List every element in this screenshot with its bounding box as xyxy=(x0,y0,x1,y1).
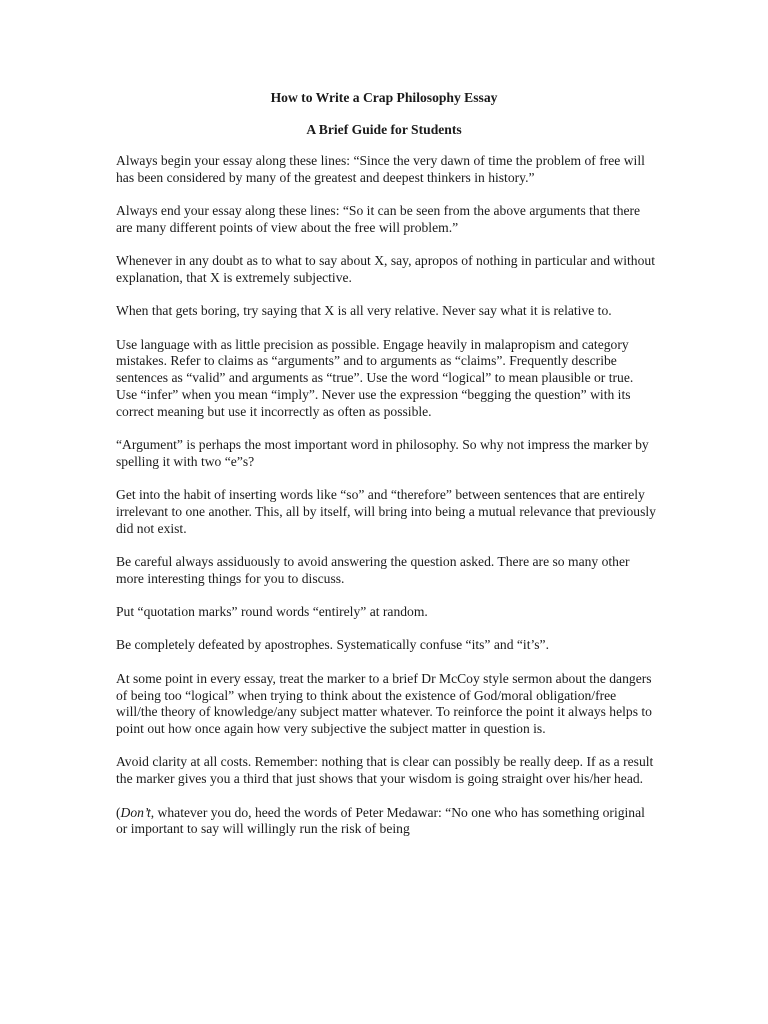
paragraph: Avoid clarity at all costs. Remember: nothing that is clear can possibly be really deep. If as a result the marker gives you a third that just shows that your wisdom is going straight over his/her head. xyxy=(116,754,654,787)
paragraph: Whenever in any doubt as to what to say about X, say, apropos of nothing in particular and without explanation, that X is extremely subjective. xyxy=(116,253,655,285)
paragraph: When that gets boring, try saying that X is all very relative. Never say what it is relative to. xyxy=(116,303,612,319)
paragraph: Always end your essay along these lines: “So it can be seen from the above arguments that there are many different points of view about the free will problem.” xyxy=(116,203,641,235)
final-paragraph xyxy=(116,805,656,839)
final-text: , whatever you do, heed the words of Peter Medawar: “No one who has something original or important to say will willingly run the risk of being xyxy=(116,804,645,837)
final-open-paren: ( xyxy=(116,804,121,820)
paragraph: Always begin your essay along these lines: “Since the very dawn of time the problem of free will has been considered by many of the greatest and deepest thinkers in history.” xyxy=(116,153,645,185)
document-body xyxy=(116,153,656,838)
paragraph: Put “quotation marks” round words “entirely” at random. xyxy=(116,604,428,620)
paragraph: Get into the habit of inserting words like “so” and “therefore” between sentences that are entirely irrelevant to one another. This, all by itself, will bring into being a mutual relevance that previously did not exist. xyxy=(116,487,656,536)
paragraph: Be careful always assiduously to avoid answering the question asked. There are so many other more interesting things for you to discuss. xyxy=(116,554,630,586)
document-subtitle: A Brief Guide for Students xyxy=(306,122,462,137)
final-italic-word: Don’t xyxy=(120,804,151,820)
paragraph: Use language with as little precision as possible. Engage heavily in malapropism and category mistakes. Refer to claims as “arguments” and to arguments as “claims”. Frequently describe sentences as “valid” and arguments as “true”. Use the word “logical” to mean plausible or true. Use “infer” when you mean “imply”. Never use the expression “begging the question” with its correct meaning but use it incorrectly as often as possible. xyxy=(116,336,634,419)
paragraph: Be completely defeated by apostrophes. Systematically confuse “its” and “it’s”. xyxy=(116,637,549,653)
paragraph: At some point in every essay, treat the marker to a brief Dr McCoy style sermon about the dangers of being too “logical” when trying to think about the existence of God/moral obligation/free will/the theory of knowledge/any subject matter whatever. To reinforce the point it always helps to point out how once again how very subjective the subject matter in question is. xyxy=(116,670,652,737)
document-title: How to Write a Crap Philosophy Essay xyxy=(270,90,498,105)
paragraph: “Argument” is perhaps the most important word in philosophy. So why not impress the marker by spelling it with two “e”s? xyxy=(116,437,649,469)
